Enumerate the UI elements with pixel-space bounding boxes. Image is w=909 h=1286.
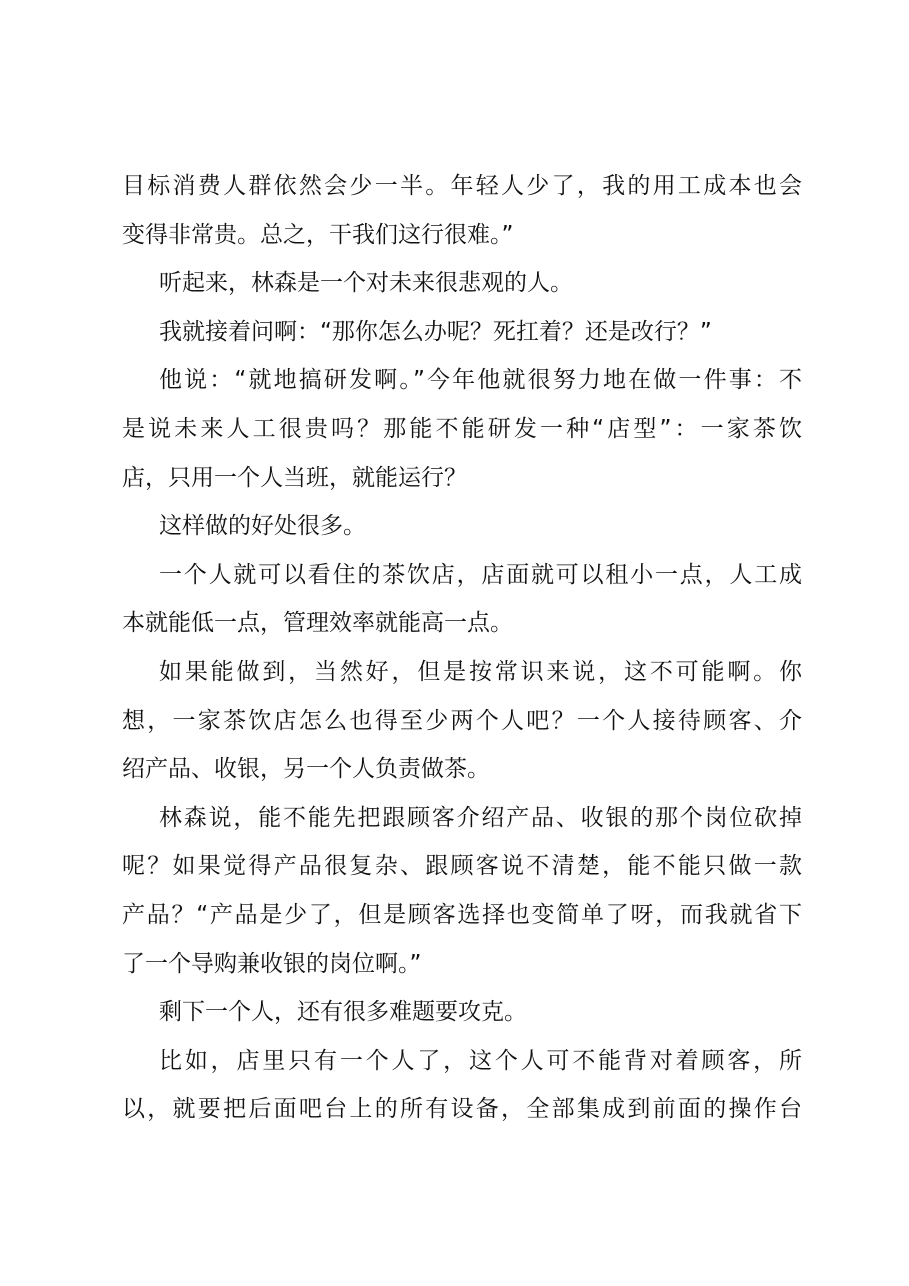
text-line: 如果能做到，当然好，但是按常识来说，这不可能啊。你 xyxy=(159,658,802,685)
text-line: 林森说，能不能先把跟顾客介绍产品、收银的那个岗位砍掉 xyxy=(159,804,802,831)
text-line: 以，就要把后面吧台上的所有设备，全部集成到前面的操作台 xyxy=(122,1096,802,1123)
text-line: 这样做的好处很多。 xyxy=(159,513,366,540)
text-line: 比如，店里只有一个人了，这个人可不能背对着顾客，所 xyxy=(159,1047,802,1074)
text-line: 想，一家茶饮店怎么也得至少两个人吧？一个人接待顾客、介 xyxy=(122,707,802,734)
body-text xyxy=(122,162,802,1134)
text-line: 了一个导购兼收银的岗位啊。” xyxy=(122,950,422,977)
text-line: 本就能低一点，管理效率就能高一点。 xyxy=(122,610,513,637)
text-line: 店，只用一个人当班，就能运行？ xyxy=(122,464,467,491)
text-line: 听起来，林森是一个对未来很悲观的人。 xyxy=(159,270,573,297)
text-line: 剩下一个人，还有很多难题要攻克。 xyxy=(159,999,527,1026)
text-line: 目标消费人群依然会少一半。年轻人少了，我的用工成本也会 xyxy=(122,173,802,199)
text-line: 是说未来人工很贵吗？那能不能研发一种“店型”：一家茶饮 xyxy=(122,415,802,442)
text-line: 变得非常贵。总之，干我们这行很难。” xyxy=(122,221,514,248)
text-line: 呢？如果觉得产品很复杂、跟顾客说不清楚，能不能只做一款 xyxy=(122,853,802,880)
text-line: 绍产品、收银，另一个人负责做茶。 xyxy=(122,756,490,783)
text-line: 他说：“就地搞研发啊。”今年他就很努力地在做一件事：不 xyxy=(159,367,802,394)
text-line: 我就接着问啊：“那你怎么办呢？死扛着？还是改行？” xyxy=(159,318,712,345)
text-line: 一个人就可以看住的茶饮店，店面就可以租小一点，人工成 xyxy=(159,561,802,588)
text-line: 产品？“产品是少了，但是顾客选择也变简单了呀，而我就省下 xyxy=(122,901,802,928)
